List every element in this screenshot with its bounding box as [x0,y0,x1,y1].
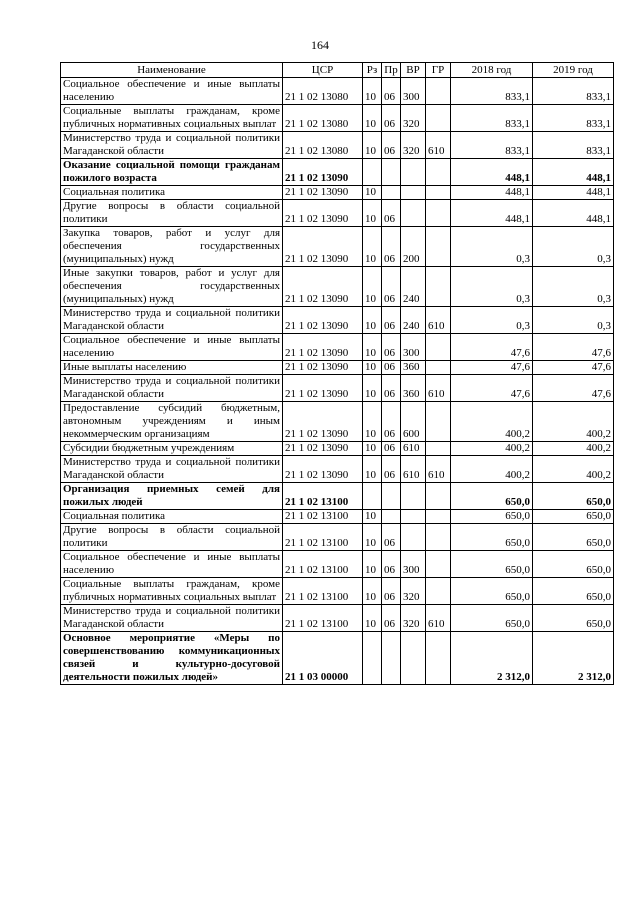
row-vr-cell: 360 [401,375,426,402]
row-rz-cell: 10 [363,578,382,605]
row-gr-cell [426,267,451,307]
table-row [61,375,614,402]
row-pr-cell: 06 [382,200,401,227]
row-rz-cell: 10 [363,442,382,456]
row-gr-cell [426,632,451,685]
row-rz-cell: 10 [363,361,382,375]
row-rz-cell: 10 [363,334,382,361]
row-2019-cell: 448,1 [533,200,614,227]
row-gr-cell [426,159,451,186]
table-row [61,200,614,227]
table-row [61,456,614,483]
row-vr-cell: 320 [401,578,426,605]
row-vr-cell [401,200,426,227]
row-vr-cell: 610 [401,442,426,456]
row-gr-cell [426,200,451,227]
row-name-cell: Основное мероприятие «Меры по совершенствованию коммуникационных связей и культурно-досуговой деятельности пожилых людей» [61,632,283,685]
row-vr-cell [401,483,426,510]
row-pr-cell: 06 [382,605,401,632]
row-name-cell: Закупка товаров, работ и услуг для обеспечения государственных (муниципальных) нужд [61,227,283,267]
row-gr-cell [426,442,451,456]
row-2019-cell: 47,6 [533,334,614,361]
row-name-cell: Социальная политика [61,186,283,200]
row-2018-cell: 0,3 [451,227,533,267]
row-2018-cell: 47,6 [451,375,533,402]
row-2019-cell: 833,1 [533,132,614,159]
row-2019-cell: 833,1 [533,105,614,132]
row-name-cell: Социальная политика [61,510,283,524]
row-csr-cell: 21 1 02 13090 [283,334,363,361]
row-2018-cell: 650,0 [451,483,533,510]
row-vr-cell [401,510,426,524]
row-rz-cell [363,632,382,685]
row-2019-cell: 400,2 [533,456,614,483]
row-2018-cell: 650,0 [451,605,533,632]
row-name-cell: Министерство труда и социальной политики Магаданской области [61,375,283,402]
row-rz-cell: 10 [363,375,382,402]
row-name-cell: Министерство труда и социальной политики Магаданской области [61,307,283,334]
row-name-cell: Министерство труда и социальной политики Магаданской области [61,132,283,159]
table-row [61,402,614,442]
row-pr-cell: 06 [382,375,401,402]
column-header-csr: ЦСР [283,63,363,78]
row-rz-cell: 10 [363,78,382,105]
row-2019-cell: 47,6 [533,375,614,402]
table-row [61,78,614,105]
row-pr-cell: 06 [382,456,401,483]
row-rz-cell: 10 [363,551,382,578]
row-name-cell: Социальное обеспечение и иные выплаты населению [61,78,283,105]
row-csr-cell: 21 1 02 13090 [283,267,363,307]
row-pr-cell: 06 [382,105,401,132]
row-2019-cell: 0,3 [533,307,614,334]
row-csr-cell: 21 1 02 13090 [283,200,363,227]
row-2018-cell: 400,2 [451,402,533,442]
row-name-cell: Оказание социальной помощи гражданам пожилого возраста [61,159,283,186]
row-csr-cell: 21 1 02 13090 [283,402,363,442]
table-header-row [61,63,614,78]
row-rz-cell: 10 [363,456,382,483]
row-2018-cell: 448,1 [451,186,533,200]
row-2018-cell: 650,0 [451,578,533,605]
row-csr-cell: 21 1 02 13090 [283,375,363,402]
row-name-cell: Социальные выплаты гражданам, кроме публичных нормативных социальных выплат [61,578,283,605]
row-vr-cell: 200 [401,227,426,267]
row-pr-cell: 06 [382,227,401,267]
row-pr-cell [382,510,401,524]
row-gr-cell: 610 [426,375,451,402]
row-pr-cell: 06 [382,442,401,456]
row-rz-cell: 10 [363,132,382,159]
row-2018-cell: 448,1 [451,200,533,227]
row-2018-cell: 650,0 [451,510,533,524]
row-2019-cell: 0,3 [533,227,614,267]
row-2019-cell: 400,2 [533,442,614,456]
row-name-cell: Другие вопросы в области социальной политики [61,524,283,551]
row-rz-cell: 10 [363,200,382,227]
row-csr-cell: 21 1 02 13090 [283,442,363,456]
row-vr-cell: 300 [401,334,426,361]
row-2019-cell: 448,1 [533,186,614,200]
table-row [61,132,614,159]
table-row [61,524,614,551]
column-header-name: Наименование [61,63,283,78]
row-gr-cell [426,402,451,442]
row-2018-cell: 400,2 [451,442,533,456]
row-gr-cell: 610 [426,605,451,632]
row-2018-cell: 0,3 [451,307,533,334]
row-gr-cell: 610 [426,132,451,159]
row-pr-cell: 06 [382,578,401,605]
row-pr-cell: 06 [382,524,401,551]
row-pr-cell: 06 [382,267,401,307]
row-csr-cell: 21 1 02 13090 [283,159,363,186]
row-name-cell: Иные закупки товаров, работ и услуг для обеспечения государственных (муниципальных) нужд [61,267,283,307]
row-gr-cell: 610 [426,456,451,483]
row-pr-cell [382,186,401,200]
row-csr-cell: 21 1 02 13090 [283,227,363,267]
row-name-cell: Субсидии бюджетным учреждениям [61,442,283,456]
row-csr-cell: 21 1 02 13100 [283,551,363,578]
row-rz-cell: 10 [363,186,382,200]
row-csr-cell: 21 1 02 13090 [283,186,363,200]
row-2019-cell: 47,6 [533,361,614,375]
row-2018-cell: 47,6 [451,334,533,361]
row-vr-cell: 320 [401,105,426,132]
row-2018-cell: 400,2 [451,456,533,483]
row-csr-cell: 21 1 03 00000 [283,632,363,685]
table-row [61,578,614,605]
row-rz-cell: 10 [363,105,382,132]
row-2018-cell: 448,1 [451,159,533,186]
column-header-vr: ВР [401,63,426,78]
row-csr-cell: 21 1 02 13090 [283,456,363,483]
column-header-2019: 2019 год [533,63,614,78]
row-csr-cell: 21 1 02 13100 [283,605,363,632]
row-pr-cell: 06 [382,551,401,578]
table-row [61,307,614,334]
row-gr-cell [426,78,451,105]
row-2019-cell: 650,0 [533,605,614,632]
row-vr-cell: 240 [401,267,426,307]
row-pr-cell: 06 [382,307,401,334]
row-name-cell: Предоставление субсидий бюджетным, автономным учреждениям и иным некоммерческим организациям [61,402,283,442]
row-csr-cell: 21 1 02 13100 [283,578,363,605]
row-gr-cell [426,524,451,551]
row-gr-cell [426,551,451,578]
column-header-gr: ГР [426,63,451,78]
row-gr-cell: 610 [426,307,451,334]
row-vr-cell [401,632,426,685]
table-row [61,551,614,578]
row-csr-cell: 21 1 02 13100 [283,483,363,510]
row-pr-cell [382,632,401,685]
row-vr-cell: 300 [401,78,426,105]
row-name-cell: Социальное обеспечение и иные выплаты населению [61,551,283,578]
row-2019-cell: 650,0 [533,524,614,551]
row-csr-cell: 21 1 02 13090 [283,307,363,334]
row-gr-cell [426,510,451,524]
row-rz-cell [363,483,382,510]
row-vr-cell [401,524,426,551]
row-pr-cell: 06 [382,402,401,442]
column-header-rz: Рз [363,63,382,78]
row-pr-cell [382,159,401,186]
row-csr-cell: 21 1 02 13100 [283,524,363,551]
row-2018-cell: 833,1 [451,78,533,105]
row-2019-cell: 448,1 [533,159,614,186]
row-rz-cell: 10 [363,227,382,267]
row-2019-cell: 2 312,0 [533,632,614,685]
table-row [61,227,614,267]
row-2019-cell: 833,1 [533,78,614,105]
row-2018-cell: 650,0 [451,551,533,578]
row-name-cell: Иные выплаты населению [61,361,283,375]
column-header-pr: Пр [382,63,401,78]
row-gr-cell [426,361,451,375]
table-row [61,605,614,632]
row-2019-cell: 0,3 [533,267,614,307]
row-2019-cell: 650,0 [533,551,614,578]
row-2019-cell: 400,2 [533,402,614,442]
table-row [61,267,614,307]
table-body [61,78,614,685]
row-2018-cell: 833,1 [451,105,533,132]
budget-table [60,62,614,685]
row-rz-cell [363,159,382,186]
table-row [61,105,614,132]
row-gr-cell [426,578,451,605]
page-number: 164 [311,38,329,52]
row-gr-cell [426,334,451,361]
row-2019-cell: 650,0 [533,578,614,605]
row-name-cell: Социальные выплаты гражданам, кроме публичных нормативных социальных выплат [61,105,283,132]
row-rz-cell: 10 [363,605,382,632]
row-pr-cell: 06 [382,78,401,105]
table-row [61,334,614,361]
row-vr-cell: 320 [401,132,426,159]
table-row [61,159,614,186]
row-pr-cell: 06 [382,361,401,375]
row-name-cell: Министерство труда и социальной политики Магаданской области [61,605,283,632]
row-2018-cell: 833,1 [451,132,533,159]
row-2018-cell: 650,0 [451,524,533,551]
row-2018-cell: 47,6 [451,361,533,375]
table-row [61,483,614,510]
row-vr-cell: 320 [401,605,426,632]
row-gr-cell [426,186,451,200]
row-vr-cell [401,186,426,200]
row-pr-cell: 06 [382,132,401,159]
row-pr-cell: 06 [382,334,401,361]
row-2018-cell: 2 312,0 [451,632,533,685]
row-csr-cell: 21 1 02 13080 [283,105,363,132]
row-csr-cell: 21 1 02 13080 [283,78,363,105]
table-row [61,510,614,524]
row-pr-cell [382,483,401,510]
row-gr-cell [426,105,451,132]
row-name-cell: Другие вопросы в области социальной политики [61,200,283,227]
row-gr-cell [426,227,451,267]
row-rz-cell: 10 [363,307,382,334]
row-vr-cell: 610 [401,456,426,483]
row-name-cell: Организация приемных семей для пожилых людей [61,483,283,510]
row-2019-cell: 650,0 [533,510,614,524]
row-vr-cell [401,159,426,186]
row-2018-cell: 0,3 [451,267,533,307]
row-vr-cell: 360 [401,361,426,375]
row-vr-cell: 600 [401,402,426,442]
row-vr-cell: 300 [401,551,426,578]
row-rz-cell: 10 [363,402,382,442]
row-csr-cell: 21 1 02 13100 [283,510,363,524]
row-rz-cell: 10 [363,510,382,524]
table-row [61,186,614,200]
row-name-cell: Министерство труда и социальной политики Магаданской области [61,456,283,483]
row-gr-cell [426,483,451,510]
row-rz-cell: 10 [363,267,382,307]
table-row [61,361,614,375]
table-row [61,442,614,456]
row-csr-cell: 21 1 02 13090 [283,361,363,375]
row-2019-cell: 650,0 [533,483,614,510]
column-header-2018: 2018 год [451,63,533,78]
table-row [61,632,614,685]
row-csr-cell: 21 1 02 13080 [283,132,363,159]
row-vr-cell: 240 [401,307,426,334]
row-rz-cell: 10 [363,524,382,551]
row-name-cell: Социальное обеспечение и иные выплаты населению [61,334,283,361]
